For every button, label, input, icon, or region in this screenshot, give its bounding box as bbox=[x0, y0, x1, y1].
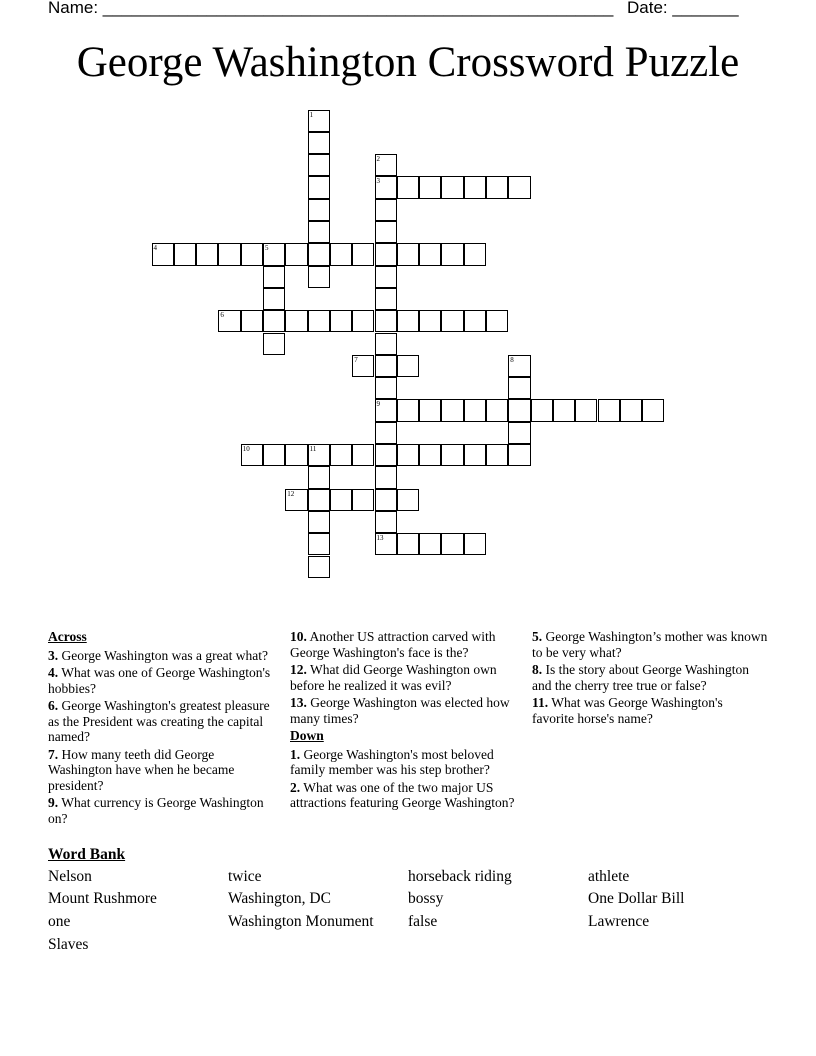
date-field[interactable]: Date: _______ bbox=[627, 0, 739, 17]
name-field[interactable]: Name: ______________________________________________________ bbox=[48, 0, 614, 17]
clue-number: 3. bbox=[48, 647, 59, 663]
clue-text: George Washington's most beloved family member was his step brother? bbox=[290, 746, 494, 777]
clue-number: 8. bbox=[532, 662, 543, 677]
clue-item bbox=[48, 698, 280, 745]
word-bank-item: One Dollar Bill bbox=[588, 890, 685, 907]
grid-cell[interactable] bbox=[241, 243, 263, 265]
grid-cell[interactable] bbox=[441, 176, 463, 198]
clue-text: What currency is George Washington on? bbox=[48, 795, 264, 826]
grid-cell[interactable] bbox=[308, 154, 330, 176]
grid-cell[interactable] bbox=[397, 444, 419, 466]
clue-number: 10. bbox=[290, 629, 307, 644]
grid-cell[interactable] bbox=[308, 556, 330, 578]
clue-column-1 bbox=[48, 629, 280, 828]
grid-cell[interactable] bbox=[441, 399, 463, 421]
grid-cell[interactable] bbox=[419, 310, 441, 332]
clue-column-3 bbox=[532, 629, 768, 728]
grid-cell[interactable] bbox=[375, 489, 397, 511]
clue-item bbox=[532, 629, 768, 660]
clue-number: 6 bbox=[220, 311, 224, 320]
clue-text: What was George Washington's favorite horse's name? bbox=[532, 695, 723, 726]
word-bank-item: horseback riding bbox=[408, 868, 512, 885]
grid-cell[interactable] bbox=[308, 310, 330, 332]
clue-item bbox=[48, 665, 280, 696]
grid-cell[interactable] bbox=[241, 444, 263, 466]
clue-item bbox=[48, 648, 280, 664]
clue-number: 4 bbox=[153, 244, 157, 253]
grid-cell[interactable] bbox=[375, 533, 397, 555]
grid-cell[interactable] bbox=[308, 132, 330, 154]
grid-cell[interactable] bbox=[553, 399, 575, 421]
grid-cell[interactable] bbox=[375, 422, 397, 444]
grid-cell[interactable] bbox=[330, 243, 352, 265]
word-bank-item: Washington, DC bbox=[228, 890, 331, 907]
grid-cell[interactable] bbox=[419, 533, 441, 555]
grid-cell[interactable] bbox=[508, 377, 530, 399]
clue-number: 4. bbox=[48, 665, 59, 680]
grid-cell[interactable] bbox=[441, 533, 463, 555]
clue-text: Another US attraction carved with George Washington's face is the? bbox=[290, 629, 496, 660]
grid-cell[interactable] bbox=[397, 533, 419, 555]
grid-cell[interactable] bbox=[263, 288, 285, 310]
grid-cell[interactable] bbox=[375, 243, 397, 265]
grid-cell[interactable] bbox=[397, 243, 419, 265]
grid-cell[interactable] bbox=[419, 243, 441, 265]
grid-cell[interactable] bbox=[397, 310, 419, 332]
grid-cell[interactable] bbox=[419, 176, 441, 198]
grid-cell[interactable] bbox=[330, 489, 352, 511]
grid-cell[interactable] bbox=[486, 444, 508, 466]
grid-cell[interactable] bbox=[464, 310, 486, 332]
grid-cell[interactable] bbox=[397, 489, 419, 511]
grid-cell[interactable] bbox=[352, 310, 374, 332]
clue-item bbox=[290, 662, 526, 693]
clue-number: 9 bbox=[376, 400, 380, 409]
grid-cell[interactable] bbox=[375, 399, 397, 421]
clue-item bbox=[290, 780, 526, 811]
grid-cell[interactable] bbox=[263, 243, 285, 265]
grid-cell[interactable] bbox=[308, 176, 330, 198]
grid-cell[interactable] bbox=[308, 221, 330, 243]
grid-cell[interactable] bbox=[464, 533, 486, 555]
grid-cell[interactable] bbox=[419, 444, 441, 466]
grid-cell[interactable] bbox=[352, 489, 374, 511]
clue-text: George Washington was elected how many times? bbox=[290, 695, 510, 726]
grid-cell[interactable] bbox=[598, 399, 620, 421]
clue-number: 12 bbox=[287, 489, 295, 498]
grid-cell[interactable] bbox=[375, 511, 397, 533]
grid-cell[interactable] bbox=[263, 266, 285, 288]
grid-cell[interactable] bbox=[330, 444, 352, 466]
grid-cell[interactable] bbox=[464, 243, 486, 265]
word-bank-item: bossy bbox=[408, 890, 444, 907]
clue-text: George Washington’s mother was known to be very what? bbox=[532, 629, 768, 660]
clue-number: 1 bbox=[309, 110, 314, 119]
grid-cell[interactable] bbox=[308, 444, 330, 466]
grid-cell[interactable] bbox=[308, 266, 330, 288]
grid-cell[interactable] bbox=[308, 243, 330, 265]
clue-text: What was one of the two major US attractions featuring George Washington? bbox=[290, 779, 515, 810]
grid-cell[interactable] bbox=[218, 243, 240, 265]
clue-number: 5. bbox=[532, 629, 543, 644]
clue-item bbox=[48, 795, 280, 826]
grid-cell[interactable] bbox=[375, 310, 397, 332]
clue-item bbox=[48, 747, 280, 794]
grid-cell[interactable] bbox=[375, 199, 397, 221]
page-title: George Washington Crossword Puzzle bbox=[76, 39, 740, 86]
grid-cell[interactable] bbox=[308, 489, 330, 511]
clue-number: 7. bbox=[48, 746, 59, 762]
grid-cell[interactable] bbox=[419, 399, 441, 421]
clue-text: George Washington's greatest pleasure as the President was creating the capital named? bbox=[48, 698, 270, 744]
clue-item bbox=[290, 629, 526, 660]
clue-item bbox=[290, 747, 526, 778]
word-bank-item: Lawrence bbox=[588, 913, 650, 930]
word-bank-item: Slaves bbox=[48, 936, 89, 953]
word-bank-item: Washington Monument bbox=[228, 913, 374, 930]
grid-cell[interactable] bbox=[352, 355, 374, 377]
clue-item bbox=[532, 662, 768, 693]
clue-text: Is the story about George Washington and the cherry tree true or false? bbox=[532, 662, 750, 693]
grid-cell[interactable] bbox=[308, 533, 330, 555]
grid-cell[interactable] bbox=[375, 355, 397, 377]
grid-cell[interactable] bbox=[375, 377, 397, 399]
grid-cell[interactable] bbox=[375, 266, 397, 288]
word-bank-item: false bbox=[408, 913, 438, 930]
clue-number: 8 bbox=[510, 355, 514, 364]
word-bank-item: Nelson bbox=[48, 868, 92, 885]
grid-cell[interactable] bbox=[508, 176, 530, 198]
word-bank-item: Mount Rushmore bbox=[48, 890, 157, 907]
clue-item bbox=[290, 695, 526, 726]
grid-cell[interactable] bbox=[152, 243, 174, 265]
grid-cell[interactable] bbox=[196, 243, 218, 265]
grid-cell[interactable] bbox=[531, 399, 553, 421]
grid-cell[interactable] bbox=[174, 243, 196, 265]
word-bank-item: athlete bbox=[588, 868, 630, 885]
clue-text: George Washington was a great what? bbox=[58, 647, 268, 663]
word-bank-item: one bbox=[48, 913, 71, 930]
grid-cell[interactable] bbox=[397, 399, 419, 421]
down-heading: Down bbox=[290, 728, 324, 743]
grid-cell[interactable] bbox=[575, 399, 597, 421]
clue-number: 6. bbox=[48, 698, 59, 713]
clue-number: 12. bbox=[290, 662, 307, 677]
grid-cell[interactable] bbox=[375, 466, 397, 488]
grid-cell[interactable] bbox=[263, 444, 285, 466]
grid-cell[interactable] bbox=[375, 176, 397, 198]
across-heading: Across bbox=[48, 629, 87, 644]
grid-cell[interactable] bbox=[486, 176, 508, 198]
word-bank-title: Word Bank bbox=[48, 846, 126, 863]
clue-number: 2. bbox=[290, 779, 301, 795]
grid-cell[interactable] bbox=[508, 355, 530, 377]
word-bank-item: twice bbox=[228, 868, 262, 885]
grid-cell[interactable] bbox=[330, 310, 352, 332]
grid-cell[interactable] bbox=[263, 333, 285, 355]
clue-number: 11 bbox=[309, 445, 317, 453]
grid-cell[interactable] bbox=[285, 444, 307, 466]
grid-cell[interactable] bbox=[508, 422, 530, 444]
clue-number: 2 bbox=[376, 155, 380, 164]
grid-cell[interactable] bbox=[464, 444, 486, 466]
grid-cell[interactable] bbox=[352, 444, 374, 466]
grid-cell[interactable] bbox=[218, 310, 240, 332]
grid-cell[interactable] bbox=[642, 399, 664, 421]
clue-number: 10 bbox=[242, 445, 250, 453]
grid-cell[interactable] bbox=[375, 154, 397, 176]
grid-cell[interactable] bbox=[285, 489, 307, 511]
grid-cell[interactable] bbox=[308, 511, 330, 533]
clue-number: 1. bbox=[290, 746, 301, 762]
grid-cell[interactable] bbox=[486, 310, 508, 332]
grid-cell[interactable] bbox=[441, 243, 463, 265]
grid-cell[interactable] bbox=[486, 399, 508, 421]
clue-text: How many teeth did George Washington have when he became president? bbox=[48, 746, 235, 793]
grid-cell[interactable] bbox=[375, 221, 397, 243]
grid-cell[interactable] bbox=[308, 466, 330, 488]
grid-cell[interactable] bbox=[464, 399, 486, 421]
grid-cell[interactable] bbox=[441, 310, 463, 332]
clue-number: 7 bbox=[354, 355, 358, 364]
clue-text: What was one of George Washington's hobbies? bbox=[48, 665, 271, 696]
grid-cell[interactable] bbox=[508, 399, 530, 421]
grid-cell[interactable] bbox=[508, 444, 530, 466]
clue-column-2 bbox=[290, 629, 526, 813]
clue-number: 11. bbox=[532, 695, 549, 710]
grid-cell[interactable] bbox=[241, 310, 263, 332]
grid-cell[interactable] bbox=[285, 310, 307, 332]
grid-cell[interactable] bbox=[397, 355, 419, 377]
grid-cell[interactable] bbox=[375, 333, 397, 355]
clue-number: 13 bbox=[376, 534, 384, 543]
grid-cell[interactable] bbox=[375, 444, 397, 466]
clue-item bbox=[532, 695, 768, 726]
clue-number: 13. bbox=[290, 695, 307, 710]
clue-text: What did George Washington own before he realized it was evil? bbox=[290, 662, 497, 693]
grid-cell[interactable] bbox=[620, 399, 642, 421]
grid-cell[interactable] bbox=[397, 176, 419, 198]
grid-cell[interactable] bbox=[352, 243, 374, 265]
clue-number: 9. bbox=[48, 795, 59, 810]
grid-cell[interactable] bbox=[375, 288, 397, 310]
grid-cell[interactable] bbox=[263, 310, 285, 332]
grid-cell[interactable] bbox=[464, 176, 486, 198]
grid-cell[interactable] bbox=[308, 110, 330, 132]
clue-number: 5 bbox=[265, 244, 269, 253]
grid-cell[interactable] bbox=[441, 444, 463, 466]
clue-number: 3 bbox=[376, 177, 380, 186]
grid-cell[interactable] bbox=[308, 199, 330, 221]
grid-cell[interactable] bbox=[285, 243, 307, 265]
